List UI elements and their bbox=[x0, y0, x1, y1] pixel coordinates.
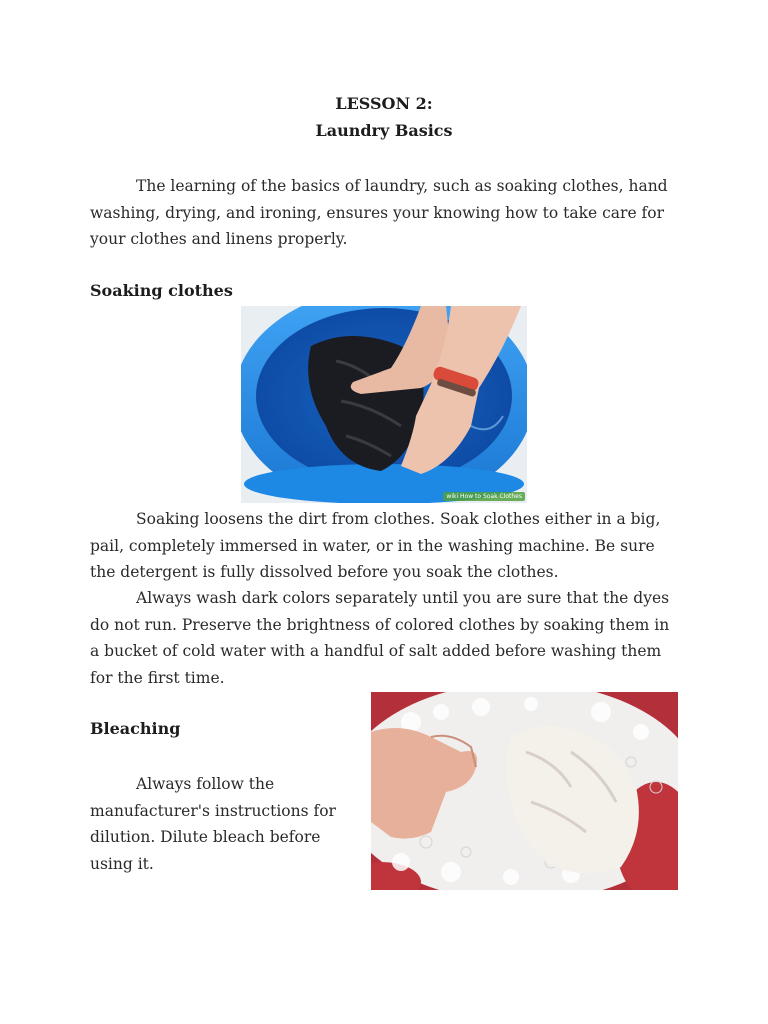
intro-text: The learning of the basics of laundry, such as soaking clothes, hand washing, drying, and ironing, ensures your knowing how to take care for your clothes and linens properly. bbox=[90, 177, 668, 248]
lesson-label: LESSON 2: bbox=[335, 94, 433, 113]
bleaching-photo bbox=[371, 692, 678, 890]
soaking-text-1: Soaking loosens the dirt from clothes. Soak clothes either in a big, pail, completely immersed in water, or in the washing machine. Be sure the detergent is fully dissolved before you soak the clothes. bbox=[90, 510, 661, 581]
soaking-paragraph-2 bbox=[90, 585, 680, 691]
soaking-photo bbox=[241, 306, 527, 503]
intro-paragraph bbox=[90, 173, 680, 253]
soaking-photo-illustration bbox=[241, 306, 527, 503]
bleaching-paragraph bbox=[90, 771, 352, 877]
lesson-title: Laundry Basics bbox=[315, 121, 453, 140]
bleaching-photo-illustration bbox=[371, 692, 678, 890]
soaking-text-2: Always wash dark colors separately until you are sure that the dyes do not run. Preserve the brightness of colored clothes by soaking them in a bucket of cold water with a handful of salt added before washing them for the first time. bbox=[90, 589, 670, 687]
photo-watermark: wiki How to Soak Clothes bbox=[443, 492, 525, 501]
soaking-paragraph-1 bbox=[90, 506, 680, 586]
bleaching-heading: Bleaching bbox=[90, 719, 181, 738]
soaking-heading: Soaking clothes bbox=[90, 281, 233, 300]
bleaching-text: Always follow the manufacturer's instructions for dilution. Dilute bleach before using it. bbox=[90, 775, 336, 873]
